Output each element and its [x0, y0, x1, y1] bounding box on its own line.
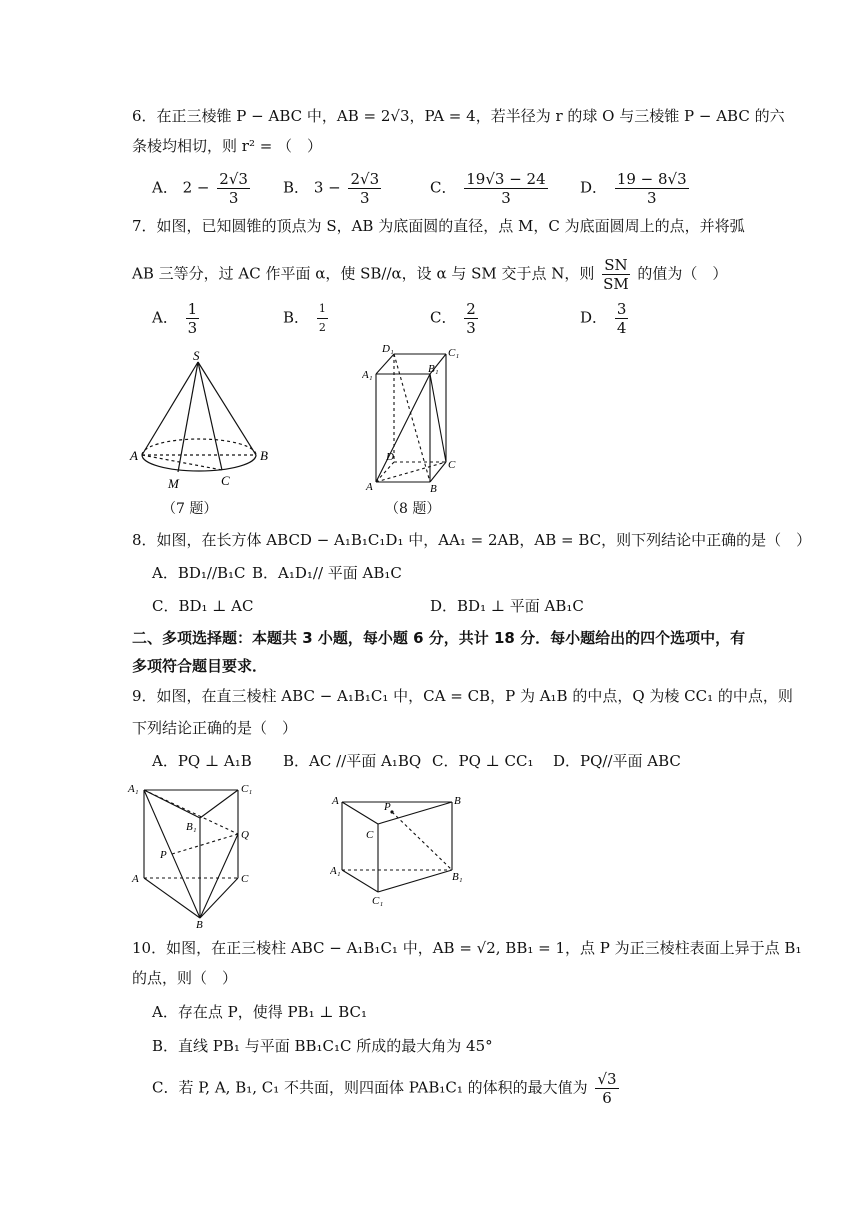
q7-stem-cont: AB 三等分，过 AC 作平面 α，使 SB//α，设 α 与 SM 交于点 N，则 $\frac{SN}{SM}$ 的值为（ ）	[132, 256, 728, 293]
q9-stem-cont: 下列结论正确的是（ ）	[132, 719, 298, 737]
q8-stem: 8．如图，在长方体 ABCD − A₁B₁C₁D₁ 中，AA₁ = 2AB，AB = BC，则下列结论中正确的是（ ）	[132, 531, 812, 549]
label-b: B	[260, 448, 268, 463]
q9-option-a[interactable]: A．PQ ⊥ A₁B	[152, 752, 252, 770]
label-a: A	[132, 873, 139, 885]
label-c1: C₁	[372, 895, 384, 907]
label-p: P	[160, 849, 167, 861]
prism-figure-q9	[126, 780, 261, 928]
q7-figure-caption: （7 题）	[162, 501, 218, 517]
prism-figure-q10	[330, 790, 470, 910]
label-a1: A₁	[362, 369, 373, 381]
label-b: B	[430, 483, 437, 492]
q6-option-d[interactable]: D． $\frac{19 - 8√3}{3}$	[580, 170, 687, 207]
label-b: B	[196, 919, 203, 928]
q6-option-a[interactable]: A． 2 − $\frac{2√3}{3}$	[152, 170, 248, 207]
q9-option-d[interactable]: D．PQ//平面 ABC	[553, 752, 681, 770]
q8-option-d[interactable]: D．BD₁ ⊥ 平面 AB₁C	[430, 597, 584, 615]
fraction: $\frac{2}{3}$	[466, 300, 476, 337]
label-c: C	[241, 873, 249, 885]
label-b1: B₁	[186, 821, 197, 833]
fraction: $\frac{1}{3}$	[187, 300, 198, 337]
q7-option-a[interactable]: A． $\frac{1}{3}$	[152, 300, 198, 337]
q9-option-b[interactable]: B．AC //平面 A₁BQ	[283, 752, 422, 770]
q9-stem: 9．如图，在直三棱柱 ABC − A₁B₁C₁ 中，CA = CB，P 为 A₁B 的中点，Q 为棱 CC₁ 的中点，则	[132, 687, 793, 705]
q8-option-a[interactable]: A．BD₁//B₁C	[152, 564, 246, 582]
cone-figure	[126, 350, 276, 495]
q10-option-a[interactable]: A．存在点 P，使得 PB₁ ⊥ BC₁	[152, 1003, 368, 1021]
q7-option-d[interactable]: D． $\frac{3}{4}$	[580, 300, 627, 337]
q7-stem: 7．如图，已知圆锥的顶点为 S，AB 为底面圆的直径，点 M，C 为底面圆周上的点，并将弧	[132, 217, 745, 235]
label-s: S	[193, 350, 200, 363]
fraction: $\frac{3}{4}$	[616, 300, 627, 337]
label-a: A	[130, 448, 138, 463]
section2-heading-cont: 多项符合题目要求．	[132, 657, 268, 675]
q8-option-b[interactable]: B．A₁D₁// 平面 AB₁C	[252, 564, 402, 582]
section2-heading: 二、多项选择题：本题共 3 小题，每小题 6 分，共计 18 分．每小题给出的四个选项中，有	[132, 629, 746, 647]
label-c: C	[221, 473, 230, 488]
fraction: $\frac{√3}{6}$	[597, 1070, 617, 1107]
label-q: Q	[241, 829, 249, 841]
q8-figure-caption: （8 题）	[385, 501, 441, 517]
q8-option-c[interactable]: C．BD₁ ⊥ AC	[152, 597, 254, 615]
q6-stem: 6．在正三棱锥 P − ABC 中，AB = 2√3，PA = 4，若半径为 r 的球 O 与三棱锥 P − ABC 的六	[132, 107, 785, 125]
label-m: M	[168, 476, 179, 491]
label-a: A	[332, 795, 339, 807]
label-c1: C₁	[448, 347, 460, 359]
label-a1: A₁	[128, 783, 139, 795]
q6-option-c[interactable]: C． $\frac{19√3 - 24}{3}$	[430, 170, 546, 207]
label-c: C	[366, 829, 374, 841]
q10-option-c[interactable]: C．若 P, A, B₁, C₁ 不共面，则四面体 PAB₁C₁ 的体积的最大值为 $\frac{√3}{6}$	[152, 1070, 617, 1107]
q10-stem-cont: 的点，则（ ）	[132, 969, 238, 987]
label-c: C	[448, 459, 456, 471]
q10-stem: 10．如图，在正三棱柱 ABC − A₁B₁C₁ 中，AB = √2, BB₁ = 1，点 P 为正三棱柱表面上异于点 B₁	[132, 939, 802, 957]
q7-option-c[interactable]: C． $\frac{2}{3}$	[430, 300, 476, 337]
q6-stem-cont: 条棱均相切，则 r² = （ ）	[132, 137, 323, 155]
fraction: $\frac{19√3 - 24}{3}$	[466, 170, 546, 207]
label-b: B	[454, 795, 461, 807]
q7-option-b[interactable]: B． $\frac{1}{2}$	[283, 300, 331, 337]
label-b1: B₁	[428, 363, 439, 375]
q9-option-c[interactable]: C．PQ ⊥ CC₁	[432, 752, 534, 770]
label-a1: A₁	[330, 865, 341, 877]
box-figure	[362, 342, 472, 492]
fraction: $\frac{1}{2}$	[318, 302, 326, 334]
label-a: A	[366, 481, 373, 492]
fraction: $\frac{SN}{SM}$	[603, 256, 629, 293]
label-d: D	[386, 451, 394, 463]
label-d1: D₁	[382, 343, 394, 355]
label-b1: B₁	[452, 871, 463, 883]
label-p: P	[384, 801, 391, 813]
fraction: $\frac{2√3}{3}$	[350, 170, 380, 207]
q10-option-b[interactable]: B．直线 PB₁ 与平面 BB₁C₁C 所成的最大角为 45°	[152, 1037, 493, 1055]
fraction: $\frac{2√3}{3}$	[219, 170, 248, 207]
fraction: $\frac{19 - 8√3}{3}$	[616, 170, 687, 207]
label-c1: C₁	[241, 783, 253, 795]
q6-option-b[interactable]: B． 3 − $\frac{2√3}{3}$	[283, 170, 380, 207]
